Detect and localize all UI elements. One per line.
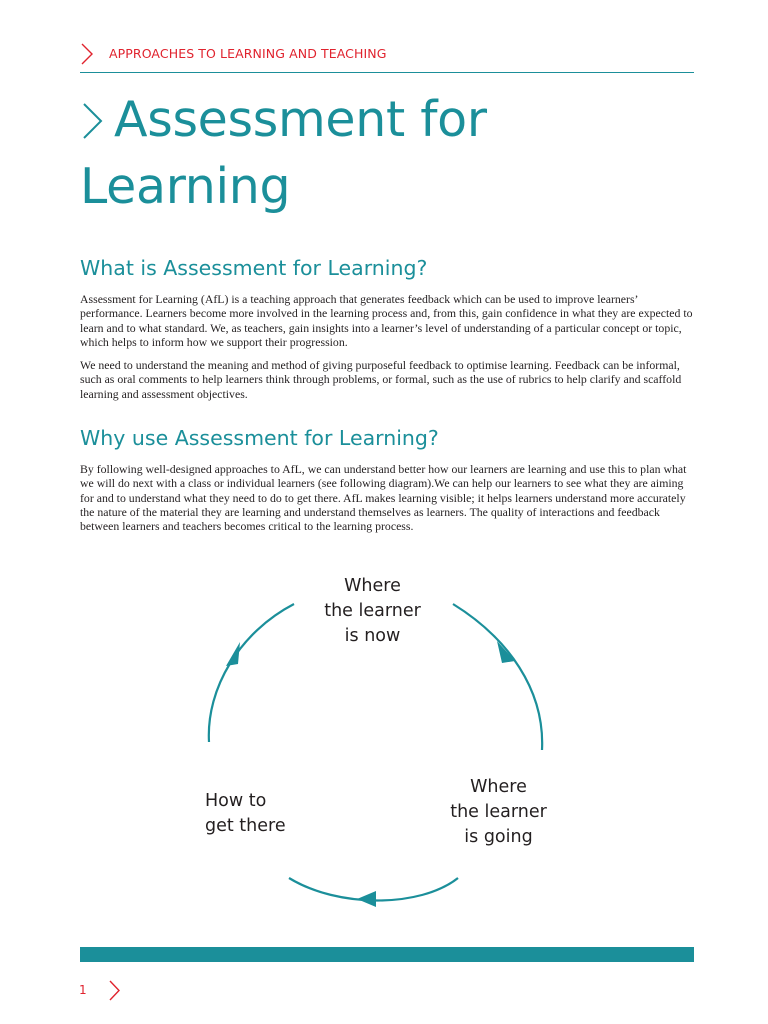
footer-bar	[80, 947, 694, 962]
stage-how-to-get-there: How to get there	[205, 791, 286, 836]
section-heading: Why use Assessment for Learning?	[80, 426, 439, 450]
stage-where-learner-is-going: Where the learner is going	[450, 777, 547, 847]
arrowhead	[497, 641, 515, 663]
body-paragraph: By following well-designed approaches to AfL, we can understand better how our learners are learning and use this to plan what we will do next with a class or individual learners (see following diagram).We can help our learners to see what they are aiming for and to understand what they need to do to get there. AfL makes learning visible; it helps learners understand more accurately the nature of the material they are learning and understand themselves as learners. The quality of interactions and feedback between learners and teachers becomes critical to the learning process.	[80, 462, 687, 534]
section-heading: What is Assessment for Learning?	[80, 256, 428, 280]
arrowhead	[357, 891, 376, 907]
afl-cycle-diagram	[190, 570, 570, 920]
page-title: Assessment for Learning	[80, 91, 487, 215]
chevron-right-icon	[80, 43, 94, 65]
page-number: 1	[79, 983, 87, 997]
cycle-arrow-there-to-now	[209, 604, 294, 742]
stage-where-learner-is-now: Where the learner is now	[324, 576, 421, 646]
cycle-arrow-now-to-going	[453, 604, 542, 750]
body-paragraph: We need to understand the meaning and method of giving purposeful feedback to optimise learning. Feedback can be informal, such as oral comments to help learners think through problems, or formal, such as the use of rubrics to help clarify and scaffold learning and assessment objectives.	[80, 358, 682, 401]
body-paragraph: Assessment for Learning (AfL) is a teaching approach that generates feedback which can be used to improve learners’ performance. Learners become more involved in the learning process and, from this, gain confidence in what they are expected to learn and to what standard. We, as teachers, gain insights into a learner’s level of understanding of a particular concept or topic, which helps to inform how we support their progression.	[80, 292, 693, 349]
arrowhead	[226, 642, 240, 666]
chevron-right-icon	[108, 980, 121, 1001]
running-header	[80, 40, 694, 73]
section-label: APPROACHES TO LEARNING AND TEACHING	[109, 46, 387, 61]
